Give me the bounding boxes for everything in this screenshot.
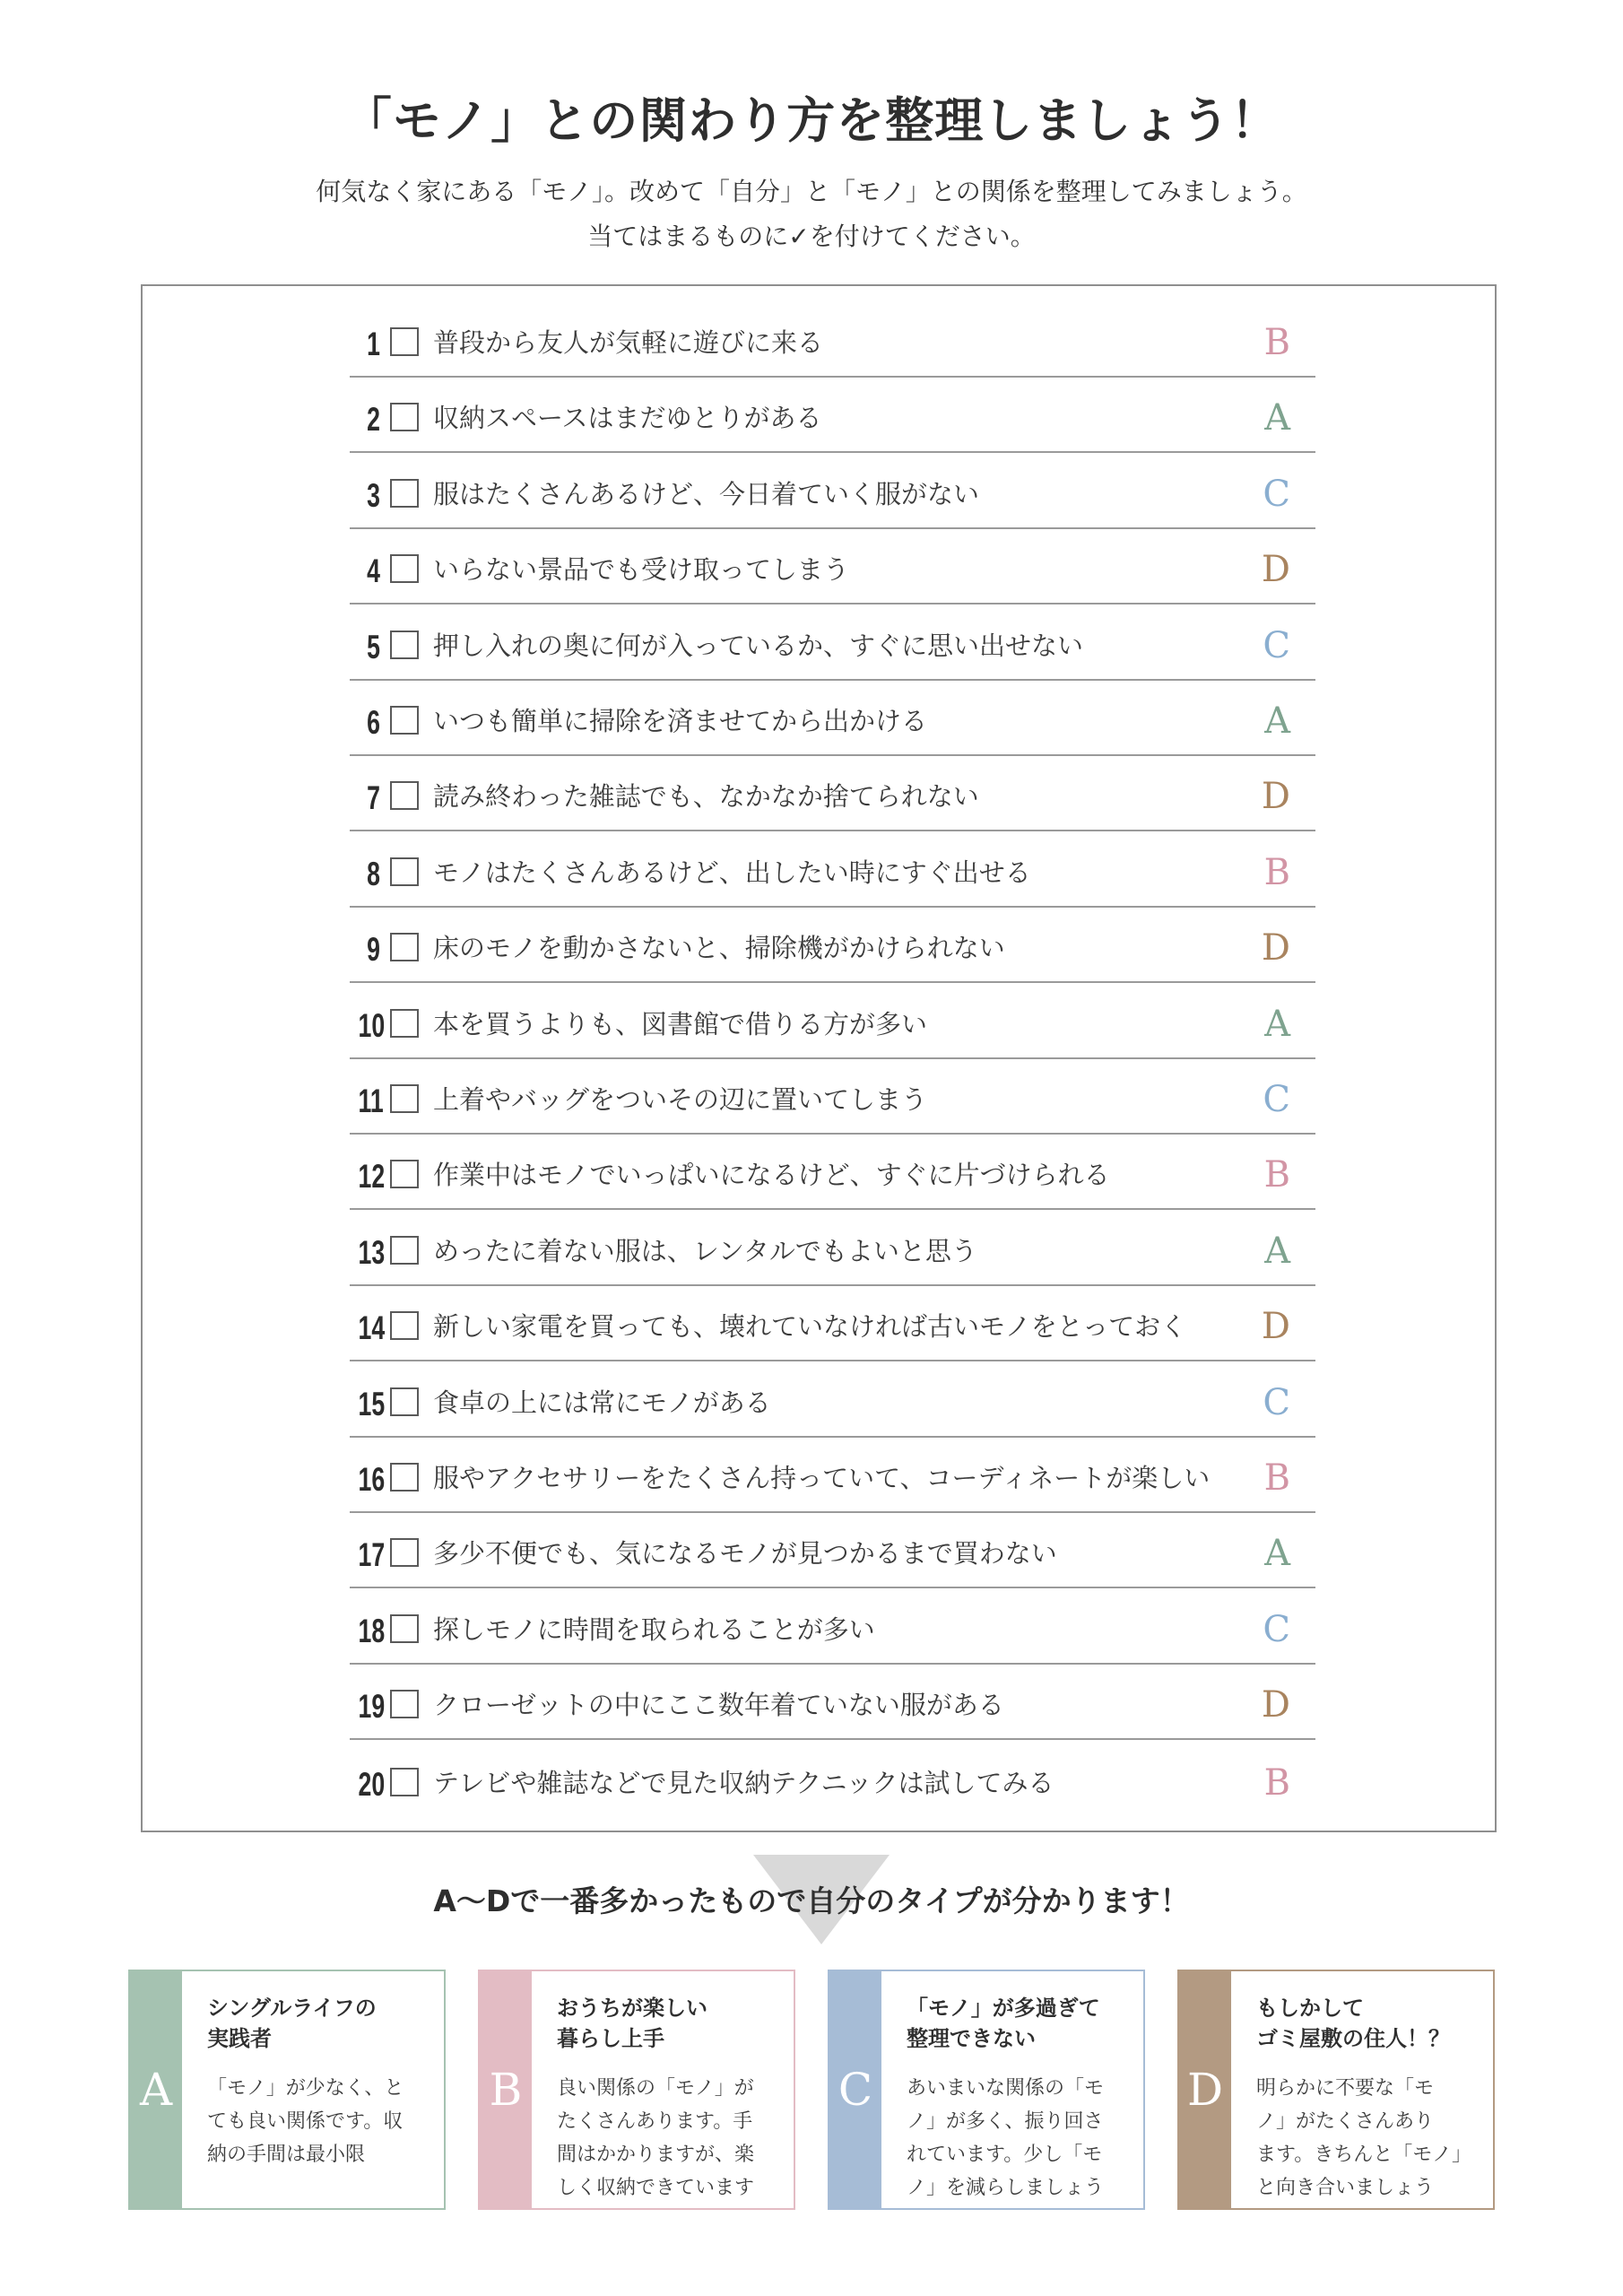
checkbox[interactable] xyxy=(390,1463,419,1492)
item-text: 新しい家電を買っても、壊れていなければ古いモノをとっておく xyxy=(433,1311,1187,1343)
item-number: 4 xyxy=(367,552,380,590)
type-title xyxy=(1256,1993,1480,2054)
type-letter: D xyxy=(1261,1306,1290,1348)
checkbox[interactable] xyxy=(390,479,419,508)
type-description-line: ノ」を減らしましょう xyxy=(907,2177,1105,2199)
type-title xyxy=(557,1993,781,2054)
type-letter: B xyxy=(1263,1154,1290,1196)
checkbox[interactable] xyxy=(390,933,419,961)
item-number: 18 xyxy=(358,1612,386,1649)
type-letter: C xyxy=(1263,1079,1290,1120)
type-description xyxy=(557,2072,783,2205)
item-text: 普段から友人が気軽に遊びに来る xyxy=(433,327,824,358)
type-description-line: ます。きちんと「モノ」 xyxy=(1256,2144,1472,2166)
checklist-row xyxy=(350,302,1315,378)
type-description-line: ノ」がたくさんあり xyxy=(1256,2110,1435,2133)
checkbox[interactable] xyxy=(390,1614,419,1643)
type-letter: A xyxy=(1264,700,1290,742)
type-band-letter: A xyxy=(139,2064,173,2116)
type-letter: C xyxy=(1263,473,1290,515)
item-number: 16 xyxy=(358,1461,386,1498)
type-title-line: 暮らし上手 xyxy=(557,2026,664,2051)
item-number: 19 xyxy=(358,1688,386,1726)
checklist-row xyxy=(350,1589,1315,1665)
result-prompt: A〜Dで一番多かったもので自分のタイプが分かります！ xyxy=(433,1883,1190,1918)
type-letter: B xyxy=(1263,1457,1290,1499)
type-description xyxy=(1256,2072,1482,2205)
type-letter: A xyxy=(1264,1533,1290,1575)
checklist-row xyxy=(350,1135,1315,1210)
checklist-row xyxy=(350,1741,1315,1816)
item-text: いらない景品でも受け取ってしまう xyxy=(433,554,850,586)
item-text: モノはたくさんあるけど、出したい時にすぐ出せる xyxy=(433,857,1031,888)
checklist-row xyxy=(350,1438,1315,1513)
subtitle-line-1: 何気なく家にある「モノ」。改めて「自分」と「モノ」との関係を整理してみましょう。 xyxy=(316,177,1307,206)
item-number: 3 xyxy=(367,476,380,514)
type-band-letter: D xyxy=(1186,2064,1224,2116)
item-number: 5 xyxy=(367,628,380,665)
checklist-row xyxy=(350,1286,1315,1361)
type-description-line: ノ」が多く、振り回さ xyxy=(907,2110,1104,2133)
type-card-a xyxy=(128,1970,446,2210)
type-description-line: 「モノ」が少なく、と xyxy=(207,2077,404,2100)
type-description-line: れています。少し「モ xyxy=(907,2144,1103,2166)
item-text: テレビや雑誌などで見た収納テクニックは試してみる xyxy=(433,1767,1055,1798)
type-band xyxy=(480,1971,532,2208)
type-description-line: しく収納できています xyxy=(557,2177,755,2199)
checkbox[interactable] xyxy=(390,1009,419,1038)
item-number: 20 xyxy=(358,1765,386,1803)
type-description-line: と向き合いましょう xyxy=(1256,2177,1435,2199)
item-number: 6 xyxy=(367,704,380,741)
type-card-d xyxy=(1177,1970,1495,2210)
checklist-row xyxy=(350,681,1315,756)
item-text: 作業中はモノでいっぱいになるけど、すぐに片づけられる xyxy=(433,1160,1110,1191)
type-band-letter: C xyxy=(838,2064,873,2116)
type-letter: B xyxy=(1263,1761,1290,1804)
type-card-c xyxy=(828,1970,1145,2210)
item-text: 本を買うよりも、図書館で借りる方が多い xyxy=(433,1008,928,1039)
checkbox[interactable] xyxy=(390,1538,419,1567)
checkbox[interactable] xyxy=(390,857,419,886)
type-letter: D xyxy=(1261,927,1290,970)
item-number: 8 xyxy=(367,855,380,892)
item-text: 押し入れの奥に何が入っているか、すぐに思い出せない xyxy=(433,630,1084,661)
type-title-line: シングルライフの xyxy=(207,1996,377,2021)
type-title-line: 「モノ」が多過ぎて xyxy=(907,1996,1100,2021)
checkbox[interactable] xyxy=(390,1768,419,1796)
item-text: 探しモノに時間を取られることが多い xyxy=(433,1613,875,1645)
item-number: 1 xyxy=(367,326,380,362)
type-letter: B xyxy=(1263,322,1290,363)
type-title-line: 実践者 xyxy=(207,2026,272,2051)
type-title-line: おうちが楽しい xyxy=(557,1996,707,2021)
checklist-row xyxy=(350,378,1315,453)
type-description-line: ても良い関係です。収 xyxy=(207,2110,404,2133)
type-title-line: ゴミ屋敷の住人！？ xyxy=(1256,2026,1450,2051)
checklist-row xyxy=(350,1059,1315,1135)
checkbox[interactable] xyxy=(390,631,419,659)
item-number: 14 xyxy=(358,1309,386,1347)
checklist-row xyxy=(350,1362,1315,1438)
checkbox[interactable] xyxy=(390,1311,419,1340)
type-description-line: あいまいな関係の「モ xyxy=(907,2077,1105,2100)
type-description-line: 良い関係の「モノ」が xyxy=(557,2077,754,2100)
checkbox[interactable] xyxy=(390,327,419,356)
checkbox[interactable] xyxy=(390,1084,419,1113)
item-text: 食卓の上には常にモノがある xyxy=(433,1387,771,1418)
page-title: 「モノ」との関わり方を整理しましょう！ xyxy=(343,92,1280,149)
checkbox[interactable] xyxy=(390,1236,419,1265)
type-description-line: たくさんあります。手 xyxy=(557,2110,753,2133)
type-title xyxy=(907,1993,1131,2054)
checklist-row xyxy=(350,454,1315,529)
type-card-b xyxy=(478,1970,795,2210)
type-letter: B xyxy=(1263,851,1290,893)
item-number: 17 xyxy=(358,1536,386,1574)
item-text: 読み終わった雑誌でも、なかなか捨てられない xyxy=(433,781,979,813)
type-letter: A xyxy=(1264,1003,1290,1045)
type-band xyxy=(130,1971,182,2208)
checklist-row xyxy=(350,832,1315,908)
type-description-line: 明らかに不要な「モ xyxy=(1256,2077,1435,2100)
checklist-row xyxy=(350,756,1315,831)
checklist-row xyxy=(350,1211,1315,1286)
checklist-row xyxy=(350,1665,1315,1740)
type-description-line: 間はかかりますが、楽 xyxy=(557,2144,755,2166)
item-text: 服やアクセサリーをたくさん持っていて、コーディネートが楽しい xyxy=(433,1463,1211,1493)
type-letter: A xyxy=(1264,397,1290,439)
subtitle-line-2: 当てはまるものに✓を付けてください。 xyxy=(587,222,1036,251)
item-text: 収納スペースはまだゆとりがある xyxy=(433,403,822,434)
type-letter: D xyxy=(1261,1684,1290,1726)
checklist-row xyxy=(350,1513,1315,1588)
type-letter: A xyxy=(1264,1230,1290,1272)
checkbox[interactable] xyxy=(390,554,419,583)
type-title-line: もしかして xyxy=(1256,1996,1364,2021)
item-number: 7 xyxy=(367,779,380,817)
type-band xyxy=(1179,1971,1231,2208)
checkbox[interactable] xyxy=(390,781,419,810)
item-number: 9 xyxy=(367,931,380,969)
item-text: クローゼットの中にここ数年着ていない服がある xyxy=(433,1690,1004,1721)
checklist-row xyxy=(350,529,1315,604)
item-text: 上着やバッグをついその辺に置いてしまう xyxy=(433,1084,928,1115)
item-text: めったに着ない服は、レンタルでもよいと思う xyxy=(433,1235,977,1266)
type-description xyxy=(907,2072,1133,2205)
checklist-row xyxy=(350,984,1315,1059)
type-letter: C xyxy=(1263,1381,1290,1423)
type-band xyxy=(829,1971,881,2208)
type-description-line: 納の手間は最小限 xyxy=(207,2144,366,2166)
checkbox[interactable] xyxy=(390,1160,419,1188)
type-letter: C xyxy=(1263,624,1290,666)
checkbox[interactable] xyxy=(390,706,419,735)
type-description xyxy=(207,2072,433,2171)
item-text: 服はたくさんあるけど、今日着ていく服がない xyxy=(433,478,980,509)
type-letter: C xyxy=(1263,1608,1290,1650)
item-text: 多少不便でも、気になるモノが見つかるまで買わない xyxy=(433,1538,1057,1570)
item-number: 13 xyxy=(358,1233,386,1271)
checkbox[interactable] xyxy=(390,1690,419,1718)
item-text: 床のモノを動かさないと、掃除機がかけられない xyxy=(433,933,1005,964)
type-title xyxy=(207,1993,431,2054)
checklist-row xyxy=(350,908,1315,983)
item-number: 15 xyxy=(358,1385,386,1422)
type-letter: D xyxy=(1261,549,1290,591)
type-title-line: 整理できない xyxy=(907,2026,1036,2051)
item-number: 10 xyxy=(358,1006,386,1044)
checkbox[interactable] xyxy=(390,1387,419,1416)
item-number: 2 xyxy=(367,401,380,439)
item-text: いつも簡単に掃除を済ませてから出かける xyxy=(433,706,928,736)
item-number: 12 xyxy=(358,1158,386,1196)
item-number: 11 xyxy=(358,1083,384,1119)
type-letter: D xyxy=(1261,776,1290,818)
checkbox[interactable] xyxy=(390,403,419,431)
checklist-row xyxy=(350,605,1315,681)
type-band-letter: B xyxy=(489,2064,523,2116)
